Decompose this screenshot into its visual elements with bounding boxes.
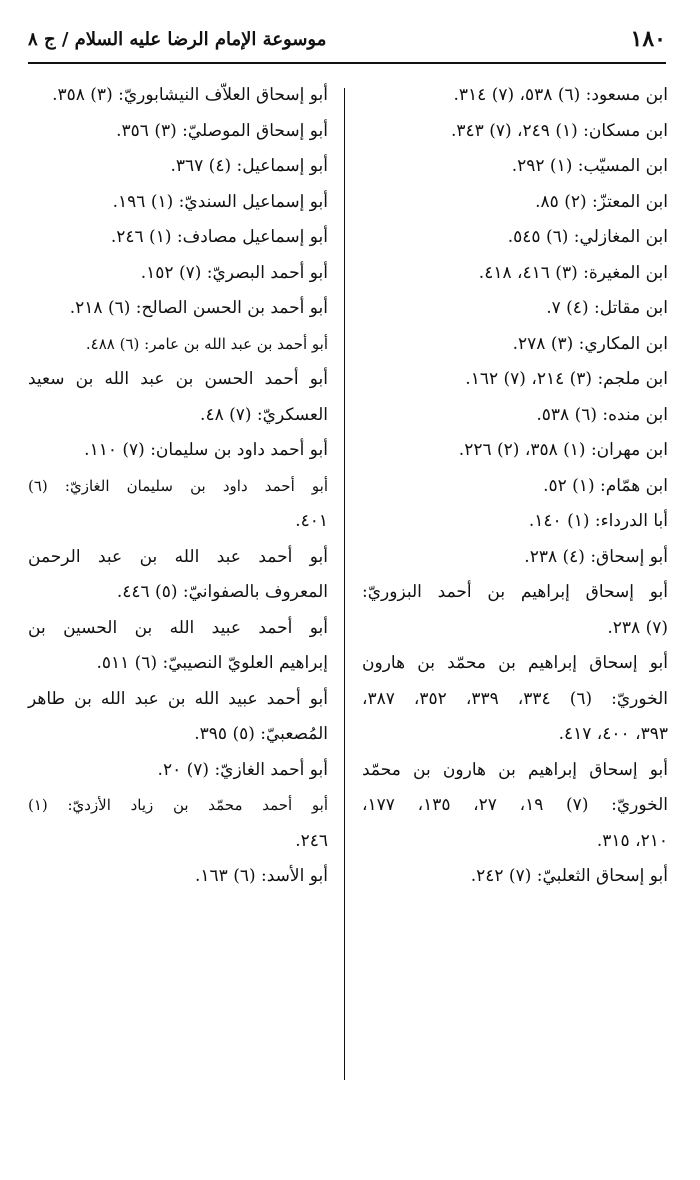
index-entry-line: أبو الأسد: (٦) ١٦٣. (195, 866, 328, 886)
index-entry-line: أبو أحمد داود بن سليمان الغازيّ: (٦) (28, 476, 328, 495)
index-entry-line: أبو إسماعيل مصادف: (١) ٢٤٦. (110, 227, 328, 247)
index-entry-line: أبو أحمد محمّد بن زياد الأزديّ: (١) (28, 796, 328, 814)
header-rule (28, 62, 666, 64)
index-entry-line: ٤٠١. (295, 511, 328, 531)
index-entry-line: أبو إسحاق الثعلبيّ: (٧) ٢٤٢. (470, 866, 668, 886)
index-entry-line: المُصعبيّ: (٥) ٣٩٥. (194, 724, 328, 744)
page-header (28, 22, 666, 56)
page-number: ١٨٠ (630, 26, 666, 52)
index-entry-line: أبو أحمد عبد الله بن عبد الرحمن (28, 546, 328, 567)
index-entry-line: ابن مهران: (١) ٣٥٨، (٢) ٢٢٦. (458, 440, 668, 460)
index-entry-line: ٣٩٣، ٤٠٠، ٤١٧. (558, 724, 668, 744)
index-entry-line: (٧) ٢٣٨. (607, 617, 668, 638)
column-divider (344, 88, 345, 1080)
index-entry-line: أبو أحمد البصريّ: (٧) ١٥٢. (140, 262, 328, 283)
index-entry-line: أبو إسماعيل: (٤) ٣٦٧. (170, 156, 328, 176)
index-entry-line: ابن المكاري: (٣) ٢٧٨. (512, 333, 668, 354)
index-entry-line: أبو أحمد بن الحسن الصالح: (٦) ٢١٨. (69, 298, 328, 318)
index-entry-line: أبو إسحاق إبراهيم بن هارون بن محمّد (362, 759, 668, 780)
index-entry-line: ابن المسيّب: (١) ٢٩٢. (511, 156, 668, 176)
index-entry-line: أبو أحمد الحسن بن عبد الله بن سعيد (28, 369, 328, 389)
index-column-left (28, 78, 328, 895)
index-entry-line: ٢١٠، ٣١٥. (596, 830, 668, 851)
index-entry-line: الخوريّ: (٧) ١٩، ٢٧، ١٣٥، ١٧٧، (362, 795, 669, 815)
index-entry-line: العسكريّ: (٧) ٤٨. (200, 404, 328, 425)
index-entry-line: ابن همّام: (١) ٥٢. (543, 475, 668, 496)
index-entry-line: ابن المغازلي: (٦) ٥٤٥. (507, 227, 668, 247)
index-entry-line: ابن مسكان: (١) ٢٤٩، (٧) ٣٤٣. (450, 120, 668, 141)
index-entry-line: أبو إسحاق إبراهيم بن محمّد بن هارون (362, 653, 668, 673)
index-entry-line: أبو إسحاق الموصليّ: (٣) ٣٥٦. (116, 120, 328, 141)
index-entry-line: ابن المغيرة: (٣) ٤١٦، ٤١٨. (478, 262, 668, 283)
index-entry-line: أبو إسماعيل السنديّ: (١) ١٩٦. (112, 191, 328, 212)
index-entry-line: أبو أحمد بن عبد الله بن عامر: (٦) ٤٨٨. (85, 334, 328, 353)
index-entry-line: أبو أحمد الغازيّ: (٧) ٢٠. (157, 759, 328, 780)
index-entry-line: ابن منده: (٦) ٥٣٨. (536, 404, 668, 425)
index-entry-line: إبراهيم العلويّ النصيبيّ: (٦) ٥١١. (96, 653, 328, 673)
index-entry-line: أبو إسحاق: (٤) ٢٣٨. (524, 546, 668, 567)
index-entry-line: أبو أحمد عبيد الله بن عبد الله بن طاهر (28, 688, 328, 709)
index-entry-line: أبا الدرداء: (١) ١٤٠. (528, 511, 668, 531)
index-entry-line: أبو إسحاق العلاّف النيشابوريّ: (٣) ٣٥٨. (52, 85, 328, 105)
index-entry-line: ابن مسعود: (٦) ٥٣٨، (٧) ٣١٤. (453, 85, 668, 105)
index-entry-line: ابن ملجم: (٣) ٢١٤، (٧) ١٦٢. (465, 369, 668, 389)
index-entry-line: أبو أحمد داود بن سليمان: (٧) ١١٠. (84, 440, 328, 460)
index-entry-line: ٢٤٦. (295, 830, 328, 851)
index-entry-line: ابن المعتزّ: (٢) ٨٥. (535, 191, 668, 212)
index-entry-line: أبو أحمد عبيد الله بن الحسين بن (28, 617, 328, 638)
running-title: موسوعة الإمام الرضا عليه السلام / ج ٨ (28, 28, 327, 50)
index-entry-line: المعروف بالصفوانيّ: (٥) ٤٤٦. (116, 582, 328, 602)
index-entry-line: أبو إسحاق إبراهيم بن أحمد البزوريّ: (362, 582, 668, 602)
index-entry-line: الخوريّ: (٦) ٣٣٤، ٣٣٩، ٣٥٢، ٣٨٧، (362, 688, 669, 709)
index-column-right (362, 78, 668, 895)
index-entry-line: ابن مقاتل: (٤) ٧. (546, 298, 668, 318)
